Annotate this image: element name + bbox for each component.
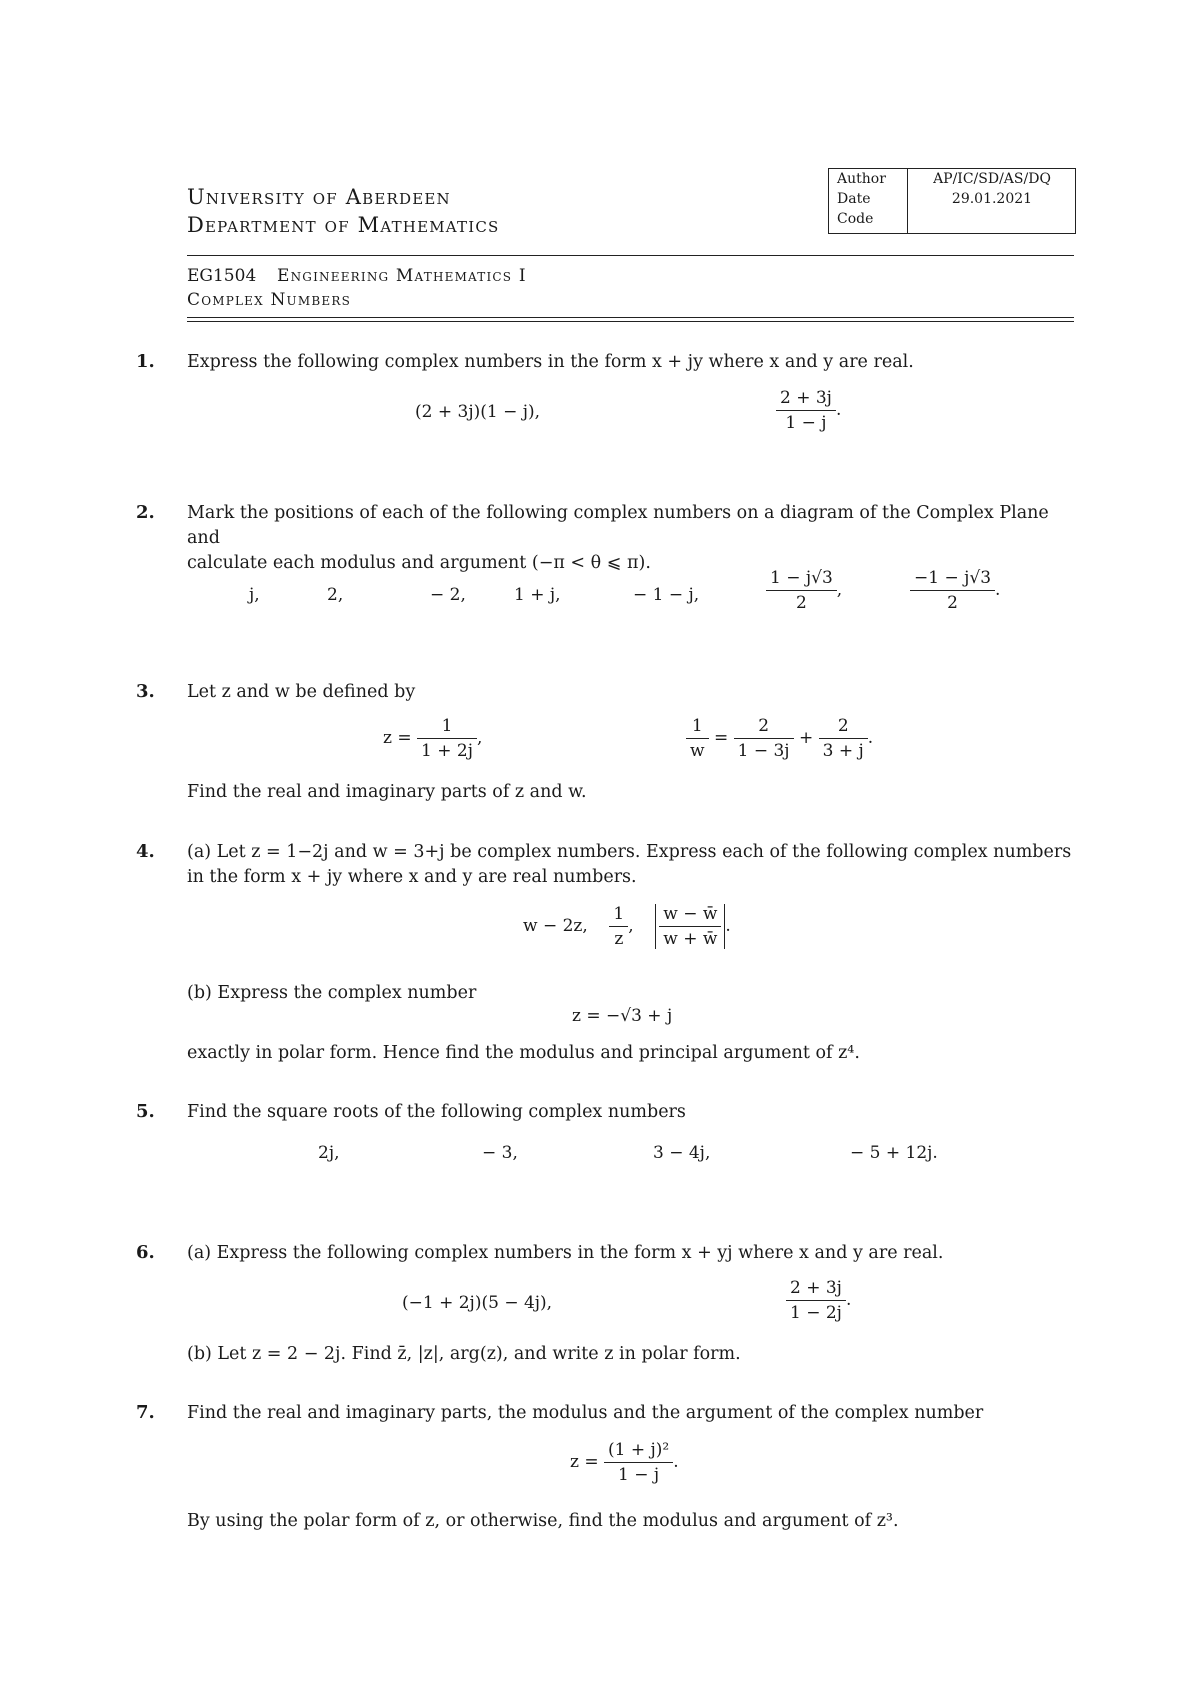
question-number: 2. <box>136 502 155 523</box>
question-line: (a) Let z = 1−2j and w = 3+j be complex numbers. Express each of the following complex numbers <box>187 842 1072 862</box>
equation-lhs: z = <box>570 1452 599 1472</box>
question-text: (a) Express the following complex numbers in the form x + yj where x and y are real. <box>187 1243 944 1263</box>
math-item: − 1 − j, <box>633 585 700 605</box>
question-text: By using the polar form of z, or otherwise, find the modulus and argument of z³. <box>187 1511 899 1531</box>
fraction-numerator: (1 + j)² <box>604 1440 673 1463</box>
meta-label-date: Date <box>837 191 871 207</box>
meta-table <box>828 168 1076 234</box>
math-expression-list: w − 2z, $\frac{1}{z}$ , $\frac{w - w̄}{w + w̄}$ . <box>523 904 731 949</box>
math-item: − 5 + 12j. <box>850 1143 938 1163</box>
course-rule-1 <box>187 317 1074 318</box>
header-institution <box>187 183 499 239</box>
math-equation: z = −√3 + j <box>572 1006 673 1026</box>
course-code: EG1504 <box>187 266 257 286</box>
fraction-numerator: 1 − j√3 <box>766 568 837 591</box>
course-subtitle: Complex Numbers <box>187 290 351 310</box>
plus-sign: + <box>799 728 814 748</box>
course-heading <box>187 264 527 312</box>
math-item: 2, <box>327 585 344 605</box>
fraction-numerator: 2 + 3j <box>786 1278 846 1301</box>
question-text: Let z and w be defined by <box>187 682 416 702</box>
fraction-numerator: 2 <box>734 716 794 739</box>
fraction-denominator: 1 − j <box>785 413 827 433</box>
math-fraction: $\frac{-1 - j√3}{2}$ . <box>910 568 1000 613</box>
fraction-denominator: 2 <box>795 593 807 613</box>
question-text: (b) Express the complex number <box>187 983 477 1003</box>
question-line: in the form x + jy where x and y are real numbers. <box>187 867 637 887</box>
question-text <box>187 840 1087 890</box>
math-expression: (2 + 3j)(1 − j), <box>415 402 541 422</box>
question-number: 6. <box>136 1242 155 1263</box>
math-item: j, <box>249 585 260 605</box>
math-fraction: $\frac{2 + 3j}{1 - 2j}$ . <box>786 1278 851 1323</box>
math-fraction: $\frac{1 - j√3}{2}$ , <box>766 568 842 613</box>
equation-lhs: z = <box>383 728 412 748</box>
math-item: − 2, <box>430 585 466 605</box>
math-equation: z = $\frac{1}{1 + 2j}$ , <box>383 716 483 761</box>
fraction-denominator: 1 − 2j <box>790 1303 842 1323</box>
question-text: (b) Let z = 2 − 2j. Find z̄, |z|, arg(z), and write z in polar form. <box>187 1344 741 1364</box>
question-text: Express the following complex numbers in the form x + jy where x and y are real. <box>187 352 914 372</box>
fraction-denominator: 3 + j <box>822 741 864 761</box>
fraction-denominator: w + w̄ <box>663 929 718 949</box>
university-name: University of Aberdeen <box>187 185 451 209</box>
equals-sign: = <box>713 728 729 748</box>
meta-value-date: 29.01.2021 <box>951 191 1033 207</box>
fraction-denominator: 1 − 3j <box>737 741 790 761</box>
fraction-denominator: 1 − j <box>618 1465 660 1485</box>
math-item: w − 2z, <box>523 916 588 936</box>
question-line: Mark the positions of each of the following complex numbers on a diagram of the Complex Plane and <box>187 503 1049 548</box>
fraction-denominator: 1 + 2j <box>421 741 473 761</box>
question-text: Find the square roots of the following complex numbers <box>187 1102 686 1122</box>
question-text: Find the real and imaginary parts, the modulus and the argument of the complex number <box>187 1403 984 1423</box>
question-text: Find the real and imaginary parts of z and w. <box>187 782 587 802</box>
fraction-numerator: 2 + 3j <box>776 388 836 411</box>
math-item: 3 − 4j, <box>653 1143 711 1163</box>
fraction-numerator: 1 <box>417 716 477 739</box>
math-item: 1 + j, <box>514 585 561 605</box>
course-rule-2 <box>187 321 1074 322</box>
meta-label-code: Code <box>837 211 874 227</box>
math-expression: (−1 + 2j)(5 − 4j), <box>402 1293 553 1313</box>
math-item: 2j, <box>318 1143 340 1163</box>
math-equation: $\frac{1}{w}$ = $\frac{2}{1 - 3j}$ + $\frac{2}{3 + j}$ . <box>686 716 873 761</box>
fraction-numerator: w − w̄ <box>659 904 721 927</box>
fraction-numerator: 2 <box>819 716 868 739</box>
fraction-numerator: −1 − j√3 <box>910 568 995 591</box>
fraction-denominator: w <box>690 741 705 761</box>
question-number: 1. <box>136 351 155 372</box>
question-line: calculate each modulus and argument (−π < θ ⩽ π). <box>187 553 651 573</box>
question-number: 3. <box>136 681 155 702</box>
question-number: 4. <box>136 841 155 862</box>
fraction-denominator: z <box>614 929 624 949</box>
meta-label-author: Author <box>837 171 886 187</box>
question-text: exactly in polar form. Hence find the modulus and principal argument of z⁴. <box>187 1043 860 1063</box>
fraction-numerator: 1 <box>686 716 709 739</box>
meta-value-code <box>909 209 1075 229</box>
math-equation: z = $\frac{\text{(1 + j)²}}{1 - j}$ . <box>570 1440 679 1485</box>
question-number: 7. <box>136 1402 155 1423</box>
course-title: Engineering Mathematics I <box>277 266 527 286</box>
meta-value-author: AP/IC/SD/AS/DQ <box>933 171 1051 187</box>
fraction-denominator: 2 <box>947 593 958 613</box>
math-fraction: $\frac{2 + 3j}{1 - j}$ . <box>776 388 841 433</box>
math-item: − 3, <box>482 1143 518 1163</box>
header-rule <box>187 255 1074 256</box>
department-name: Department of Mathematics <box>187 213 500 237</box>
question-text <box>187 501 1087 576</box>
fraction-numerator: 1 <box>609 904 628 927</box>
question-number: 5. <box>136 1101 155 1122</box>
